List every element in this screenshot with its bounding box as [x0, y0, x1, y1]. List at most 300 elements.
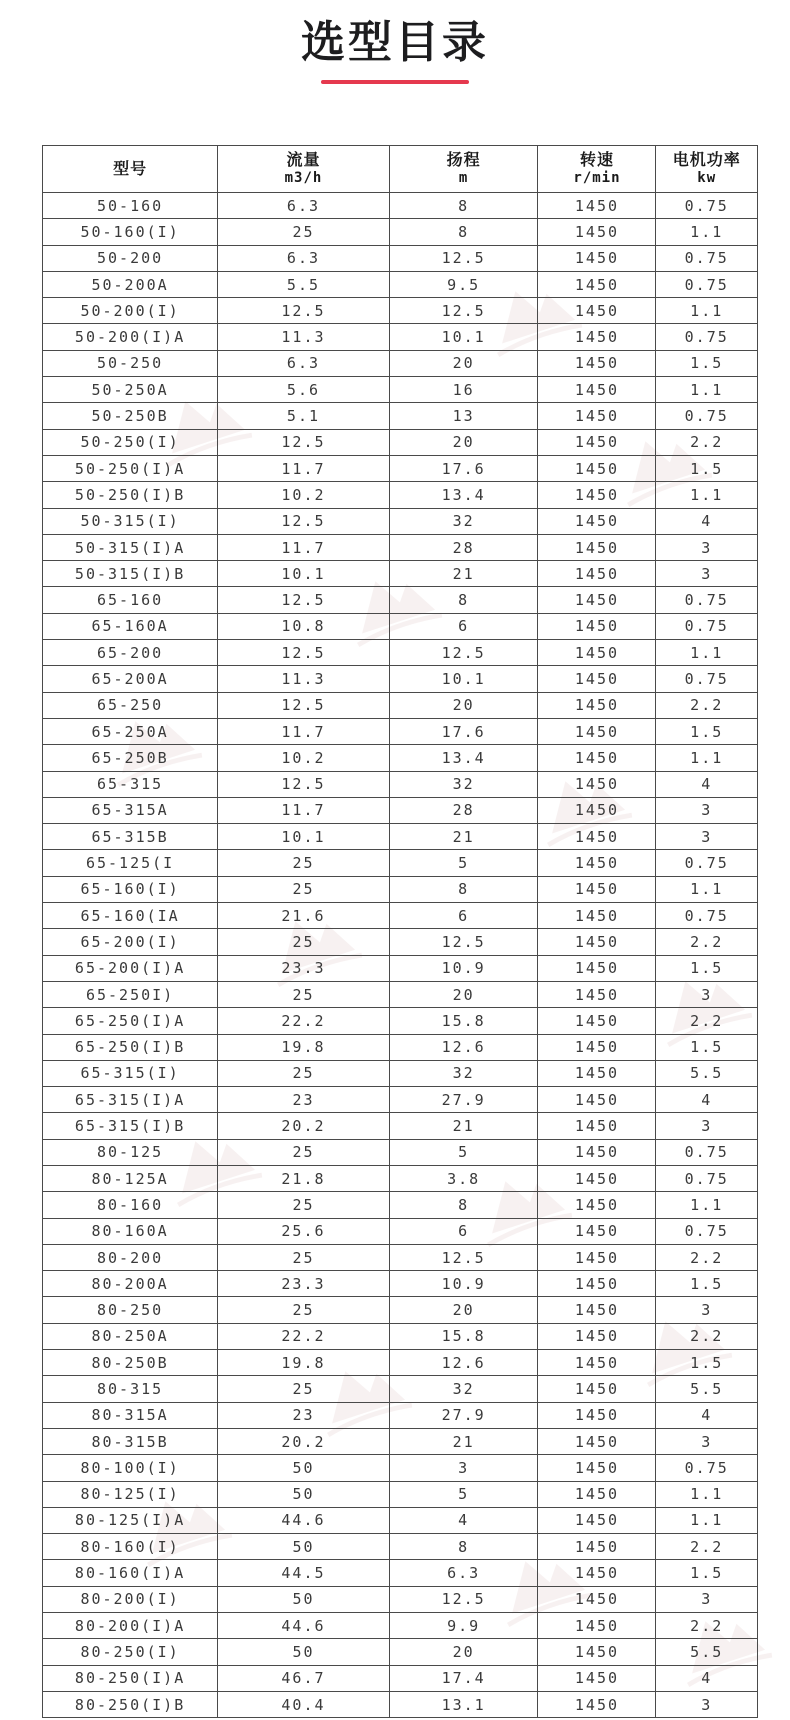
head-cell: 10.9	[389, 955, 538, 981]
speed-cell: 1450	[538, 955, 656, 981]
head-cell: 10.9	[389, 1271, 538, 1297]
speed-cell: 1450	[538, 298, 656, 324]
speed-cell: 1450	[538, 508, 656, 534]
head-cell: 32	[389, 508, 538, 534]
model-cell: 65-160A	[43, 613, 218, 639]
head-cell: 8	[389, 193, 538, 219]
table-row	[43, 1192, 758, 1218]
head-cell: 10.1	[389, 324, 538, 350]
model-cell: 80-250B	[43, 1350, 218, 1376]
speed-cell: 1450	[538, 1323, 656, 1349]
power-cell: 3	[656, 797, 758, 823]
power-cell: 2.2	[656, 1323, 758, 1349]
table-row	[43, 1244, 758, 1270]
table-row	[43, 1376, 758, 1402]
speed-cell: 1450	[538, 271, 656, 297]
flow-cell: 50	[218, 1455, 390, 1481]
speed-cell: 1450	[538, 1402, 656, 1428]
power-cell: 0.75	[656, 193, 758, 219]
model-cell: 80-315B	[43, 1428, 218, 1454]
power-cell: 1.1	[656, 876, 758, 902]
table-row	[43, 1034, 758, 1060]
table-row	[43, 1271, 758, 1297]
speed-cell: 1450	[538, 1244, 656, 1270]
head-cell: 5	[389, 1139, 538, 1165]
table-row	[43, 1534, 758, 1560]
model-cell: 65-160(I)	[43, 876, 218, 902]
speed-cell: 1450	[538, 1297, 656, 1323]
table-row	[43, 1507, 758, 1533]
model-cell: 50-160	[43, 193, 218, 219]
speed-cell: 1450	[538, 613, 656, 639]
model-cell: 65-250B	[43, 745, 218, 771]
table-row	[43, 1586, 758, 1612]
flow-cell: 44.6	[218, 1613, 390, 1639]
model-cell: 50-250(I)	[43, 429, 218, 455]
power-cell: 4	[656, 1402, 758, 1428]
power-cell: 4	[656, 508, 758, 534]
model-cell: 65-250A	[43, 718, 218, 744]
speed-cell: 1450	[538, 561, 656, 587]
head-cell: 9.5	[389, 271, 538, 297]
head-cell: 20	[389, 692, 538, 718]
power-cell: 0.75	[656, 1455, 758, 1481]
flow-cell: 10.2	[218, 745, 390, 771]
flow-cell: 10.1	[218, 824, 390, 850]
model-cell: 80-250	[43, 1297, 218, 1323]
table-row	[43, 1008, 758, 1034]
title-underline	[321, 80, 469, 84]
flow-cell: 44.6	[218, 1507, 390, 1533]
table-row	[43, 508, 758, 534]
power-cell: 0.75	[656, 587, 758, 613]
power-cell: 0.75	[656, 271, 758, 297]
power-cell: 4	[656, 771, 758, 797]
speed-cell: 1450	[538, 666, 656, 692]
model-cell: 80-200(I)A	[43, 1613, 218, 1639]
table-row	[43, 797, 758, 823]
flow-cell: 25	[218, 1297, 390, 1323]
head-cell: 32	[389, 771, 538, 797]
model-cell: 65-250	[43, 692, 218, 718]
flow-cell: 20.2	[218, 1113, 390, 1139]
column-header-4: 电机功率 kw	[656, 146, 758, 193]
flow-cell: 12.5	[218, 771, 390, 797]
head-cell: 10.1	[389, 666, 538, 692]
power-cell: 2.2	[656, 1613, 758, 1639]
table-row	[43, 1428, 758, 1454]
head-cell: 8	[389, 1534, 538, 1560]
speed-cell: 1450	[538, 1376, 656, 1402]
power-cell: 4	[656, 1087, 758, 1113]
table-row	[43, 903, 758, 929]
model-cell: 80-125(I)	[43, 1481, 218, 1507]
table-row	[43, 587, 758, 613]
model-cell: 65-315(I)A	[43, 1087, 218, 1113]
head-cell: 12.5	[389, 929, 538, 955]
head-cell: 6.3	[389, 1560, 538, 1586]
speed-cell: 1450	[538, 324, 656, 350]
head-cell: 32	[389, 1060, 538, 1086]
table-row	[43, 929, 758, 955]
head-cell: 16	[389, 377, 538, 403]
power-cell: 3	[656, 981, 758, 1007]
model-cell: 65-200	[43, 640, 218, 666]
speed-cell: 1450	[538, 1534, 656, 1560]
speed-cell: 1450	[538, 455, 656, 481]
head-cell: 13.4	[389, 482, 538, 508]
head-cell: 4	[389, 1507, 538, 1533]
model-cell: 65-250I)	[43, 981, 218, 1007]
head-cell: 12.5	[389, 640, 538, 666]
flow-cell: 5.1	[218, 403, 390, 429]
table-row	[43, 1455, 758, 1481]
model-cell: 80-125	[43, 1139, 218, 1165]
flow-cell: 20.2	[218, 1428, 390, 1454]
speed-cell: 1450	[538, 534, 656, 560]
table-row	[43, 1402, 758, 1428]
model-cell: 80-250(I)A	[43, 1665, 218, 1691]
head-cell: 5	[389, 850, 538, 876]
flow-cell: 11.7	[218, 534, 390, 560]
power-cell: 5.5	[656, 1376, 758, 1402]
model-cell: 50-200A	[43, 271, 218, 297]
head-cell: 21	[389, 1428, 538, 1454]
head-cell: 12.5	[389, 1244, 538, 1270]
speed-cell: 1450	[538, 1507, 656, 1533]
model-cell: 50-315(I)B	[43, 561, 218, 587]
flow-cell: 25	[218, 981, 390, 1007]
speed-cell: 1450	[538, 1034, 656, 1060]
table-row	[43, 534, 758, 560]
table-row	[43, 245, 758, 271]
flow-cell: 10.1	[218, 561, 390, 587]
model-cell: 65-200(I)A	[43, 955, 218, 981]
speed-cell: 1450	[538, 403, 656, 429]
model-cell: 50-200(I)A	[43, 324, 218, 350]
model-cell: 80-125A	[43, 1165, 218, 1191]
speed-cell: 1450	[538, 1481, 656, 1507]
table-row	[43, 1560, 758, 1586]
speed-cell: 1450	[538, 1139, 656, 1165]
model-cell: 80-125(I)A	[43, 1507, 218, 1533]
table-row	[43, 429, 758, 455]
flow-cell: 11.3	[218, 666, 390, 692]
flow-cell: 23.3	[218, 955, 390, 981]
head-cell: 28	[389, 797, 538, 823]
table-row	[43, 1323, 758, 1349]
speed-cell: 1450	[538, 1165, 656, 1191]
flow-cell: 19.8	[218, 1034, 390, 1060]
power-cell: 1.1	[656, 219, 758, 245]
power-cell: 0.75	[656, 403, 758, 429]
flow-cell: 12.5	[218, 429, 390, 455]
head-cell: 12.5	[389, 298, 538, 324]
flow-cell: 25	[218, 219, 390, 245]
flow-cell: 21.6	[218, 903, 390, 929]
table-row	[43, 955, 758, 981]
flow-cell: 25	[218, 929, 390, 955]
head-cell: 28	[389, 534, 538, 560]
power-cell: 1.5	[656, 455, 758, 481]
speed-cell: 1450	[538, 718, 656, 744]
flow-cell: 10.8	[218, 613, 390, 639]
table-row	[43, 1087, 758, 1113]
power-cell: 3	[656, 561, 758, 587]
power-cell: 0.75	[656, 1165, 758, 1191]
model-cell: 80-200A	[43, 1271, 218, 1297]
table-row	[43, 1481, 758, 1507]
model-cell: 65-200(I)	[43, 929, 218, 955]
head-cell: 9.9	[389, 1613, 538, 1639]
head-cell: 3.8	[389, 1165, 538, 1191]
head-cell: 8	[389, 876, 538, 902]
head-cell: 6	[389, 903, 538, 929]
flow-cell: 40.4	[218, 1691, 390, 1717]
power-cell: 3	[656, 824, 758, 850]
speed-cell: 1450	[538, 350, 656, 376]
model-cell: 50-250(I)A	[43, 455, 218, 481]
table-row	[43, 1218, 758, 1244]
speed-cell: 1450	[538, 245, 656, 271]
flow-cell: 11.7	[218, 455, 390, 481]
head-cell: 15.8	[389, 1323, 538, 1349]
speed-cell: 1450	[538, 1192, 656, 1218]
flow-cell: 11.7	[218, 718, 390, 744]
selection-table	[42, 145, 758, 1718]
table-row	[43, 455, 758, 481]
power-cell: 0.75	[656, 903, 758, 929]
head-cell: 12.5	[389, 245, 538, 271]
table-row	[43, 1665, 758, 1691]
table-row	[43, 1691, 758, 1717]
head-cell: 12.6	[389, 1350, 538, 1376]
flow-cell: 11.7	[218, 797, 390, 823]
power-cell: 2.2	[656, 692, 758, 718]
power-cell: 2.2	[656, 429, 758, 455]
flow-cell: 12.5	[218, 298, 390, 324]
flow-cell: 10.2	[218, 482, 390, 508]
model-cell: 80-160(I)A	[43, 1560, 218, 1586]
table-row	[43, 403, 758, 429]
head-cell: 20	[389, 350, 538, 376]
head-cell: 6	[389, 613, 538, 639]
speed-cell: 1450	[538, 824, 656, 850]
model-cell: 80-200(I)	[43, 1586, 218, 1612]
speed-cell: 1450	[538, 1455, 656, 1481]
flow-cell: 50	[218, 1639, 390, 1665]
table-row	[43, 824, 758, 850]
table-row	[43, 692, 758, 718]
flow-cell: 25	[218, 1139, 390, 1165]
power-cell: 1.5	[656, 1350, 758, 1376]
flow-cell: 19.8	[218, 1350, 390, 1376]
flow-cell: 23	[218, 1402, 390, 1428]
model-cell: 80-160	[43, 1192, 218, 1218]
speed-cell: 1450	[538, 1350, 656, 1376]
table-row	[43, 1113, 758, 1139]
table-row	[43, 377, 758, 403]
power-cell: 3	[656, 1691, 758, 1717]
model-cell: 50-160(I)	[43, 219, 218, 245]
speed-cell: 1450	[538, 1428, 656, 1454]
power-cell: 5.5	[656, 1639, 758, 1665]
power-cell: 3	[656, 1428, 758, 1454]
table-row	[43, 193, 758, 219]
power-cell: 1.5	[656, 1271, 758, 1297]
model-cell: 80-250(I)	[43, 1639, 218, 1665]
model-cell: 50-315(I)	[43, 508, 218, 534]
speed-cell: 1450	[538, 1218, 656, 1244]
model-cell: 65-315	[43, 771, 218, 797]
speed-cell: 1450	[538, 377, 656, 403]
head-cell: 8	[389, 587, 538, 613]
head-cell: 8	[389, 1192, 538, 1218]
head-cell: 17.6	[389, 455, 538, 481]
head-cell: 21	[389, 561, 538, 587]
speed-cell: 1450	[538, 929, 656, 955]
head-cell: 20	[389, 429, 538, 455]
power-cell: 0.75	[656, 1139, 758, 1165]
speed-cell: 1450	[538, 1008, 656, 1034]
model-cell: 80-250A	[43, 1323, 218, 1349]
table-row	[43, 271, 758, 297]
power-cell: 3	[656, 1113, 758, 1139]
speed-cell: 1450	[538, 903, 656, 929]
power-cell: 1.1	[656, 1507, 758, 1533]
head-cell: 20	[389, 1297, 538, 1323]
head-cell: 13.4	[389, 745, 538, 771]
table-row	[43, 613, 758, 639]
table-row	[43, 324, 758, 350]
head-cell: 27.9	[389, 1402, 538, 1428]
model-cell: 65-315A	[43, 797, 218, 823]
speed-cell: 1450	[538, 1060, 656, 1086]
flow-cell: 12.5	[218, 587, 390, 613]
flow-cell: 6.3	[218, 245, 390, 271]
speed-cell: 1450	[538, 692, 656, 718]
head-cell: 6	[389, 1218, 538, 1244]
model-cell: 80-100(I)	[43, 1455, 218, 1481]
model-cell: 80-200	[43, 1244, 218, 1270]
page-title: 选型目录	[301, 17, 489, 68]
speed-cell: 1450	[538, 797, 656, 823]
speed-cell: 1450	[538, 1560, 656, 1586]
table-body	[43, 193, 758, 1718]
flow-cell: 12.5	[218, 640, 390, 666]
flow-cell: 21.8	[218, 1165, 390, 1191]
flow-cell: 46.7	[218, 1665, 390, 1691]
speed-cell: 1450	[538, 876, 656, 902]
model-cell: 50-250	[43, 350, 218, 376]
flow-cell: 50	[218, 1481, 390, 1507]
flow-cell: 5.5	[218, 271, 390, 297]
speed-cell: 1450	[538, 1113, 656, 1139]
table-row	[43, 1639, 758, 1665]
model-cell: 50-250(I)B	[43, 482, 218, 508]
table-row	[43, 219, 758, 245]
table-row	[43, 1060, 758, 1086]
speed-cell: 1450	[538, 1271, 656, 1297]
head-cell: 13.1	[389, 1691, 538, 1717]
table-row	[43, 350, 758, 376]
flow-cell: 25	[218, 1192, 390, 1218]
flow-cell: 22.2	[218, 1323, 390, 1349]
power-cell: 0.75	[656, 324, 758, 350]
head-cell: 17.4	[389, 1665, 538, 1691]
flow-cell: 5.6	[218, 377, 390, 403]
power-cell: 1.1	[656, 377, 758, 403]
model-cell: 65-250(I)A	[43, 1008, 218, 1034]
speed-cell: 1450	[538, 193, 656, 219]
flow-cell: 23	[218, 1087, 390, 1113]
power-cell: 1.5	[656, 1560, 758, 1586]
flow-cell: 22.2	[218, 1008, 390, 1034]
head-cell: 20	[389, 1639, 538, 1665]
model-cell: 65-125(I	[43, 850, 218, 876]
column-header-3: 转速 r/min	[538, 146, 656, 193]
flow-cell: 11.3	[218, 324, 390, 350]
head-cell: 21	[389, 1113, 538, 1139]
table-row	[43, 981, 758, 1007]
power-cell: 2.2	[656, 1534, 758, 1560]
speed-cell: 1450	[538, 1639, 656, 1665]
table-row	[43, 1139, 758, 1165]
speed-cell: 1450	[538, 219, 656, 245]
model-cell: 80-250(I)B	[43, 1691, 218, 1717]
column-header-2: 扬程 m	[389, 146, 538, 193]
flow-cell: 25	[218, 1376, 390, 1402]
flow-cell: 25	[218, 1244, 390, 1270]
table-row	[43, 876, 758, 902]
power-cell: 1.1	[656, 482, 758, 508]
model-cell: 80-315	[43, 1376, 218, 1402]
model-cell: 80-315A	[43, 1402, 218, 1428]
flow-cell: 25	[218, 1060, 390, 1086]
model-cell: 65-160(IA	[43, 903, 218, 929]
power-cell: 2.2	[656, 929, 758, 955]
table-row	[43, 1350, 758, 1376]
model-cell: 50-200	[43, 245, 218, 271]
column-header-1: 流量 m3/h	[218, 146, 390, 193]
power-cell: 1.5	[656, 718, 758, 744]
speed-cell: 1450	[538, 981, 656, 1007]
power-cell: 1.5	[656, 350, 758, 376]
flow-cell: 6.3	[218, 193, 390, 219]
flow-cell: 44.5	[218, 1560, 390, 1586]
speed-cell: 1450	[538, 1665, 656, 1691]
speed-cell: 1450	[538, 1087, 656, 1113]
power-cell: 3	[656, 534, 758, 560]
table-row	[43, 718, 758, 744]
speed-cell: 1450	[538, 1691, 656, 1717]
table-row	[43, 1165, 758, 1191]
speed-cell: 1450	[538, 850, 656, 876]
model-cell: 50-250B	[43, 403, 218, 429]
power-cell: 2.2	[656, 1008, 758, 1034]
head-cell: 12.5	[389, 1586, 538, 1612]
power-cell: 1.1	[656, 640, 758, 666]
model-cell: 65-315B	[43, 824, 218, 850]
selection-table-wrap	[42, 145, 758, 1718]
flow-cell: 25	[218, 876, 390, 902]
head-cell: 21	[389, 824, 538, 850]
power-cell: 1.5	[656, 955, 758, 981]
table-row	[43, 298, 758, 324]
table-row	[43, 482, 758, 508]
power-cell: 5.5	[656, 1060, 758, 1086]
column-header-0: 型号	[43, 146, 218, 193]
